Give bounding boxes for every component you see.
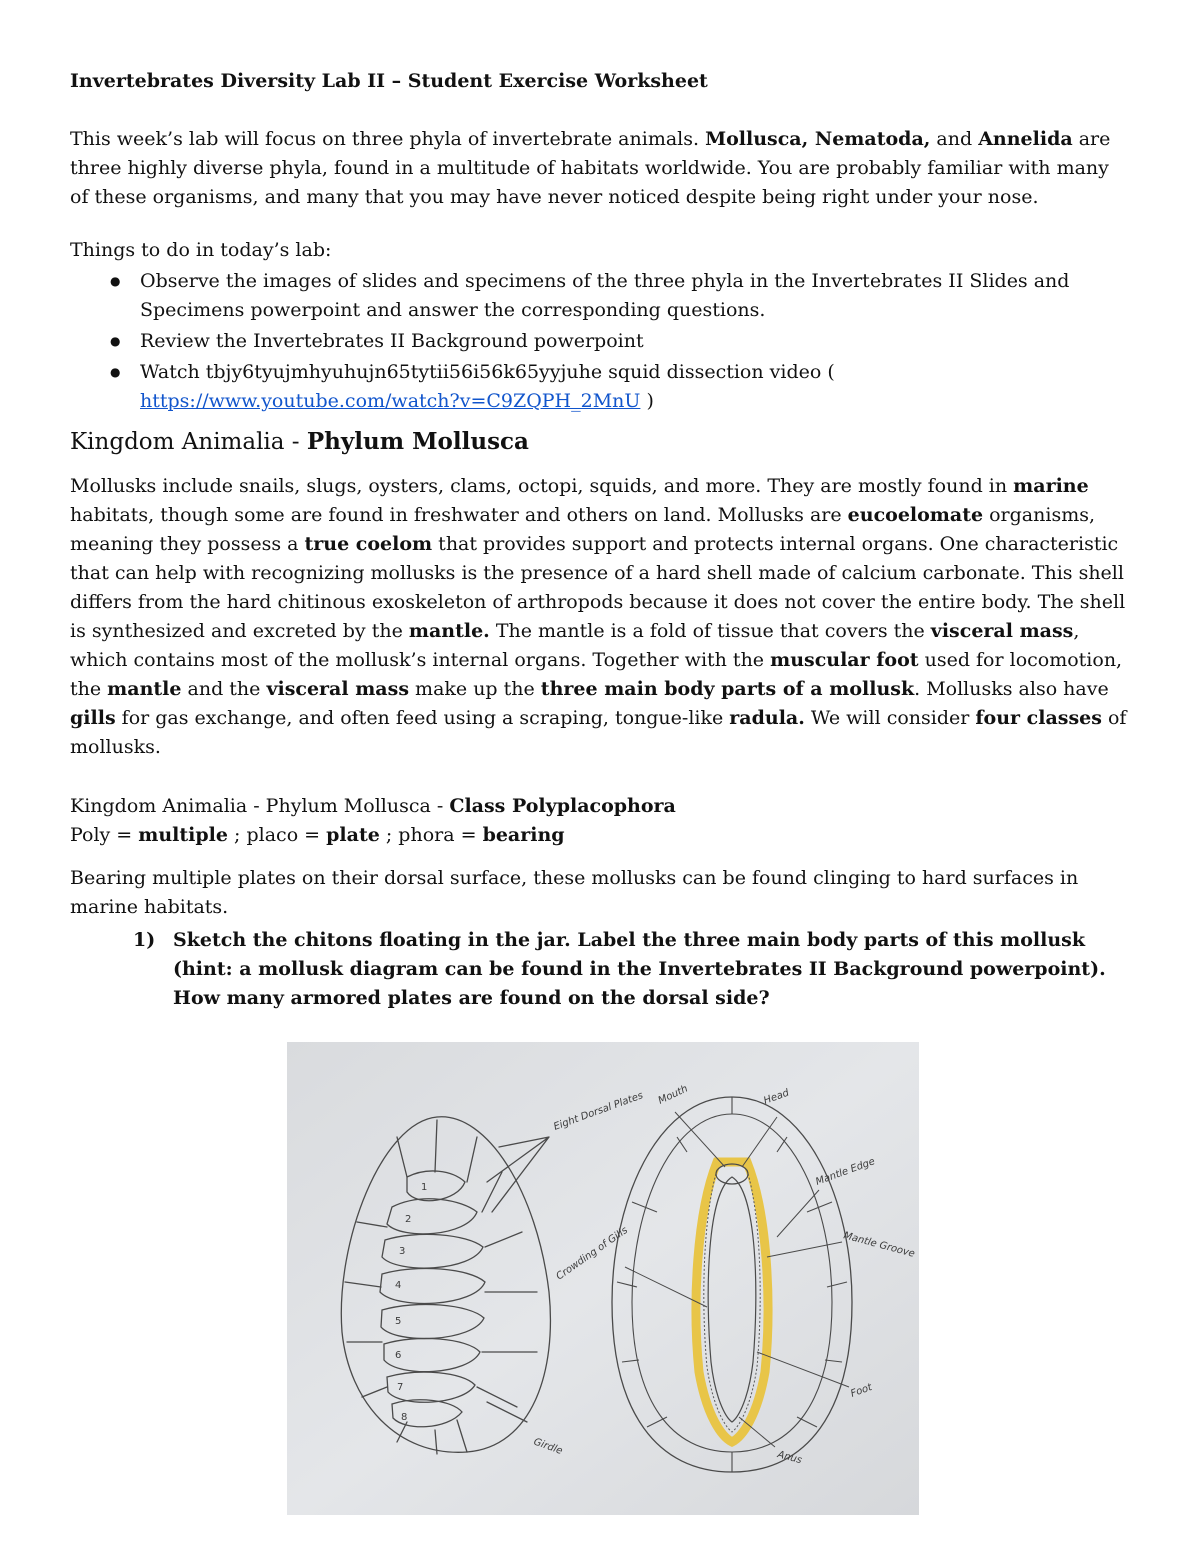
term-muscular-foot: muscular foot [770,649,919,671]
body-text: for gas exchange, and often feed using a scraping, tongue-like [115,707,730,729]
intro-text: This week’s lab will focus on three phyla of invertebrate animals. [70,128,706,150]
body-text: make up the [409,678,541,700]
etym-text: Poly = [70,824,139,846]
intro-text: and [930,128,979,150]
section-heading-prefix: Kingdom Animalia - [70,429,307,455]
intro-paragraph [70,125,1130,212]
label-anus: Anus [776,1449,803,1467]
term-gills: gills [70,707,116,729]
body-text: used for locomotion, the [70,649,1123,700]
label-mouth: Mouth [656,1083,690,1107]
intro-bold-phyla: Mollusca, Nematoda, [705,128,931,150]
question-1 [70,926,1130,1013]
body-text: , which contains most of the mollusk’s internal organs. Together with the [70,620,1080,671]
worksheet-page [70,70,1130,1013]
body-text: . Mollusks also have [914,678,1109,700]
class-heading-prefix: Kingdom Animalia - Phylum Mollusca - [70,795,450,817]
label-eight-dorsal-plates: Eight Dorsal Plates [552,1090,645,1133]
label-head: Head [762,1087,791,1107]
term-four-classes: four classes [975,707,1102,729]
etym-multiple: multiple [138,824,228,846]
etymology-line [70,821,1130,850]
term-three-main-body-parts: three main body parts of a mollusk [540,678,915,700]
term-true-coelom: true coelom [304,533,433,555]
question-list [70,926,1130,1013]
term-visceral-mass: visceral mass [930,620,1074,642]
plate-number: 1 [421,1182,428,1193]
todo-item-watch [70,358,1130,416]
mollusca-paragraph [70,472,1130,762]
chiton-sketch [287,1042,919,1515]
term-mantle: mantle. [408,620,490,642]
body-text: organisms, meaning they possess a [70,504,1095,555]
label-crowding-of-gills: Crowding of Gills [554,1224,630,1283]
plate-number: 5 [395,1316,402,1327]
intro-bold-annelida: Annelida [978,128,1073,150]
plate-number: 7 [397,1382,404,1393]
etym-text: ; placo = [228,824,327,846]
label-mantle-groove: Mantle Groove [842,1230,916,1260]
section-heading-mollusca [70,424,1130,460]
habitat-paragraph: Bearing multiple plates on their dorsal surface, these mollusks can be found clinging to hard surfaces in marine habitats. [70,867,1079,918]
body-text: We will consider [804,707,976,729]
body-text: and the [181,678,267,700]
plate-number: 2 [405,1214,412,1225]
intro-text: are three highly diverse phyla, found in a multitude of habitats worldwide. You are probably familiar with many of these organisms, and many that you may have never noticed despite being right under your nose. [70,128,1111,208]
todo-watch-text: Watch tbjy6tyujmhyuhujn65tytii56i56k65yyjuhe squid dissection video ( [140,361,835,383]
body-text: that provides support and protects internal organs. One characteristic that can help with recognizing mollusks is the presence of a hard shell made of calcium carbonate. This shell differs from the hard chitinous exoskeleton of arthropods because it does not cover the entire body. The shell is synthesized and excreted by the [70,533,1126,642]
video-link[interactable]: https://www.youtube.com/watch?v=C9ZQPH_2MnU [140,390,641,412]
etym-bearing: bearing [482,824,565,846]
body-text: of mollusks. [70,707,1127,758]
class-heading-polyplacophora [70,792,1130,821]
term-radula: radula. [729,707,805,729]
class-heading-name: Class Polyplacophora [449,795,676,817]
body-text: Mollusks include snails, slugs, oysters, clams, octopi, squids, and more. They are mostly found in [70,475,1014,497]
plate-number: 6 [395,1350,402,1361]
label-foot: Foot [849,1381,874,1400]
todo-list [70,267,1130,416]
term-marine: marine [1013,475,1089,497]
plate-number: 3 [399,1246,406,1257]
label-girdle: Girdle [531,1436,564,1458]
term-visceral-mass: visceral mass [266,678,410,700]
question-number: 1) [133,929,156,951]
label-mantle-edge: Mantle Edge [814,1156,877,1188]
todo-watch-end: ) [640,390,654,412]
term-mantle: mantle [107,678,182,700]
body-text: The mantle is a fold of tissue that covers the [489,620,931,642]
plate-number: 4 [395,1280,402,1291]
todo-heading: Things to do in today’s lab: [70,239,332,261]
chiton-sketch-photo [287,1042,919,1515]
etym-plate: plate [326,824,380,846]
section-heading-phylum: Phylum Mollusca [306,428,529,455]
body-text: habitats, though some are found in freshwater and others on land. Mollusks are [70,504,848,526]
document-title: Invertebrates Diversity Lab II – Student Exercise Worksheet [70,70,708,92]
plate-number: 8 [401,1412,408,1423]
term-eucoelomate: eucoelomate [847,504,984,526]
question-text: Sketch the chitons floating in the jar. Label the three main body parts of this mollusk (hint: a mollusk diagram can be found in the Invertebrates II Background powerpoint). How many armored plates are found on the dorsal side? [173,929,1106,1009]
todo-item-review: ● Review the Invertebrates II Background powerpoint [70,327,1130,356]
todo-item-observe: ● Observe the images of slides and specimens of the three phyla in the Invertebrates II Slides and Specimens powerpoint and answer the corresponding questions. [70,267,1130,325]
etym-text: ; phora = [379,824,483,846]
